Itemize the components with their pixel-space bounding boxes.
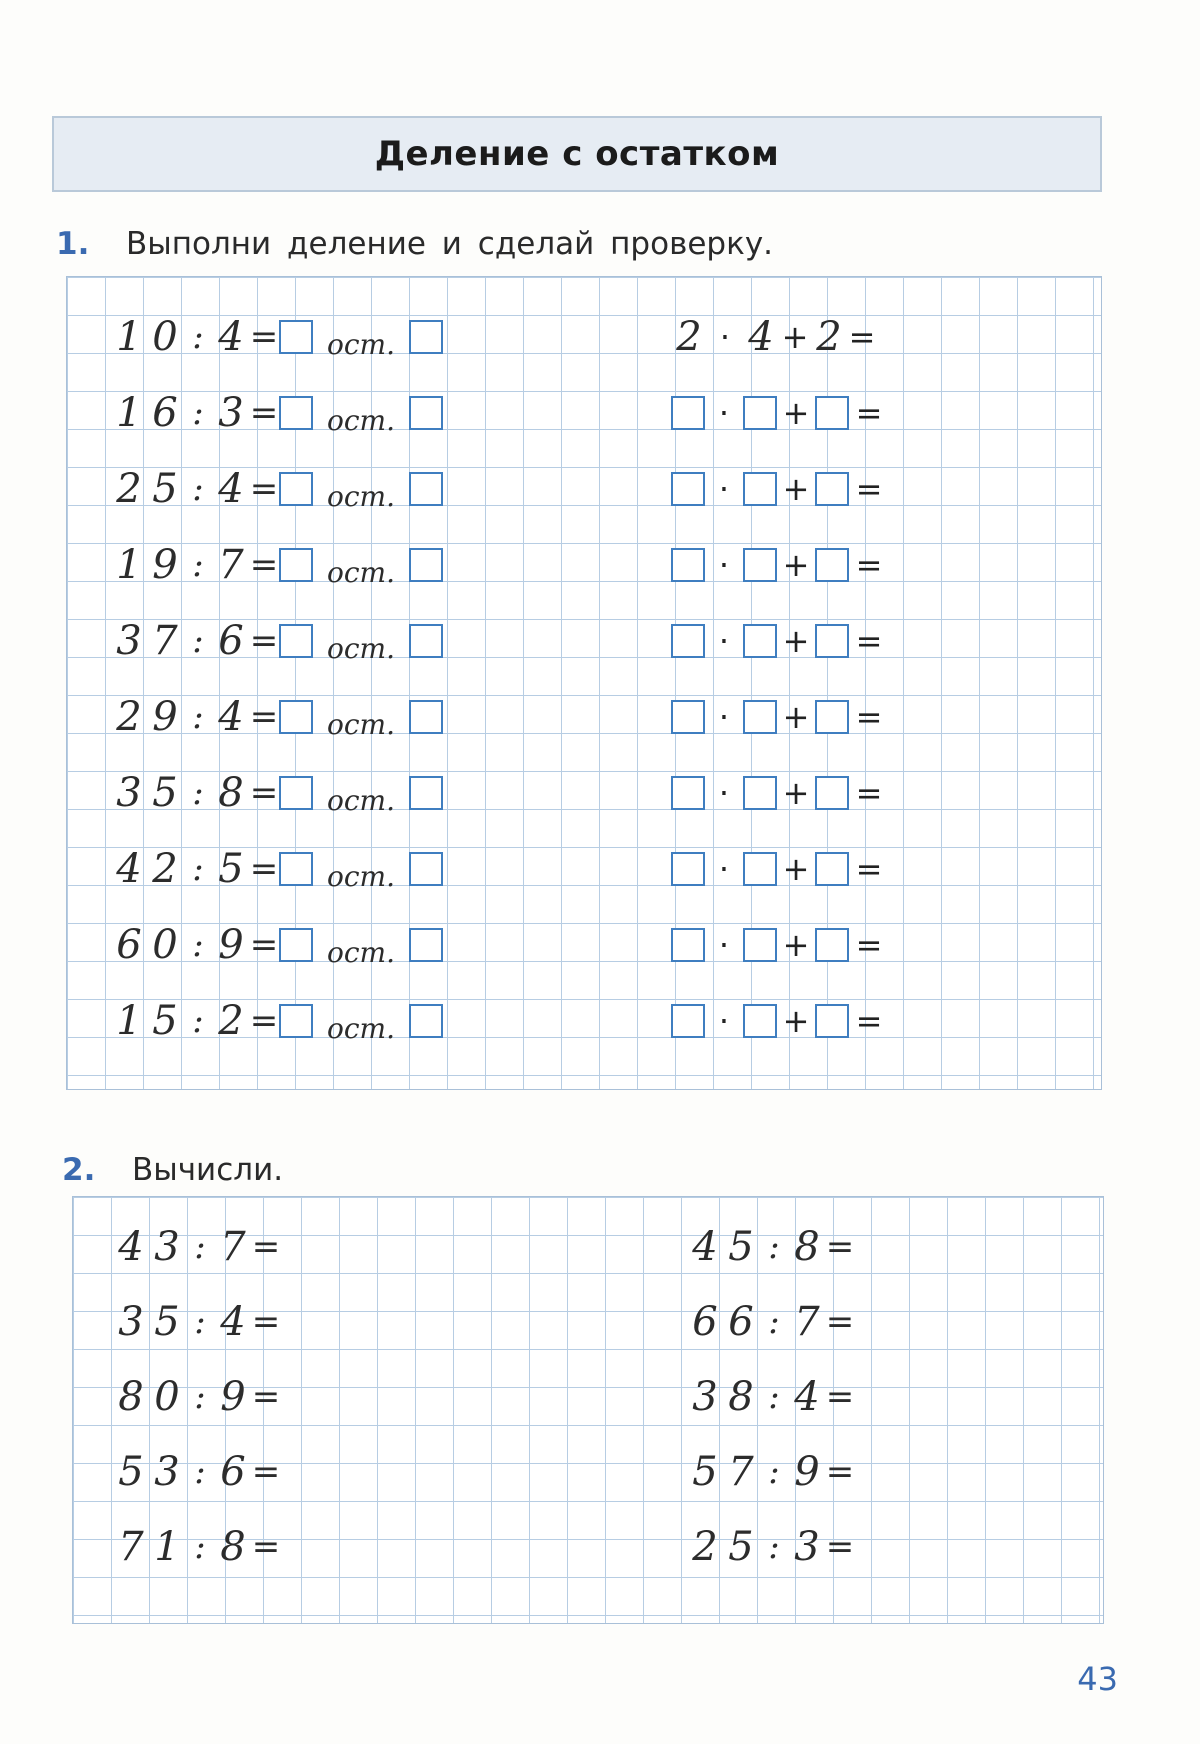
multiply-sign: · — [718, 394, 730, 432]
equals-sign: = — [249, 849, 279, 889]
equals-sign: = — [825, 1227, 855, 1267]
dividend-digit: 2 — [692, 1524, 718, 1570]
remainder-label: ост. — [327, 859, 395, 893]
division-sign: : — [194, 1527, 206, 1567]
multiply-sign: · — [719, 318, 731, 356]
division-sign: : — [192, 393, 204, 433]
expression-row — [687, 1367, 855, 1427]
task-1-number: 1. — [56, 226, 90, 262]
equals-sign: = — [251, 1452, 281, 1492]
dividend-digit: 6 — [728, 1299, 754, 1345]
division-sign: : — [192, 317, 204, 357]
expression-row — [113, 1217, 281, 1277]
dividend-digit: 3 — [692, 1374, 718, 1420]
dividend-digit: 6 — [692, 1299, 718, 1345]
dividend-digit: 3 — [154, 1224, 180, 1270]
division-sign: : — [192, 697, 204, 737]
division-sign: : — [192, 545, 204, 585]
plus-sign: + — [781, 318, 809, 356]
check-row — [671, 915, 889, 975]
dividend-digit: 6 — [116, 922, 142, 968]
remainder-label: ост. — [327, 1011, 395, 1045]
equals-sign: = — [855, 470, 883, 508]
dividend-digit: 2 — [152, 846, 178, 892]
remainder-answer-box[interactable] — [409, 548, 443, 582]
task-2-number: 2. — [62, 1152, 96, 1188]
dividend-digit: 5 — [152, 998, 178, 1044]
plus-sign: + — [782, 698, 810, 736]
division-sign: : — [768, 1377, 780, 1417]
dividend-digit: 5 — [152, 770, 178, 816]
division-sign: : — [768, 1227, 780, 1267]
check-factor-box[interactable] — [671, 624, 705, 658]
multiply-sign: · — [718, 850, 730, 888]
quotient-answer-box[interactable] — [279, 396, 313, 430]
multiply-sign: · — [718, 546, 730, 584]
multiply-sign: · — [718, 698, 730, 736]
remainder-label: ост. — [327, 935, 395, 969]
check-remainder-box[interactable] — [815, 396, 849, 430]
equals-sign: = — [855, 698, 883, 736]
divisor: 4 — [794, 1374, 820, 1420]
equals-sign: = — [249, 469, 279, 509]
remainder-label: ост. — [327, 631, 395, 665]
check-row — [671, 991, 889, 1051]
equals-sign: = — [251, 1227, 281, 1267]
division-sign: : — [192, 469, 204, 509]
check-factor-box[interactable] — [743, 776, 777, 810]
equals-sign: = — [825, 1302, 855, 1342]
equals-sign: = — [855, 926, 883, 964]
remainder-answer-box[interactable] — [409, 320, 443, 354]
division-sign: : — [192, 1001, 204, 1041]
task-1-grid — [66, 276, 1102, 1090]
dividend-digit: 3 — [116, 618, 142, 664]
division-row — [111, 991, 443, 1051]
divisor: 2 — [218, 998, 244, 1044]
division-row — [111, 763, 443, 823]
check-remainder-box[interactable] — [815, 700, 849, 734]
multiply-sign: · — [718, 926, 730, 964]
check-row — [671, 763, 889, 823]
check-factor-box[interactable] — [671, 928, 705, 962]
plus-sign: + — [782, 1002, 810, 1040]
division-sign: : — [194, 1452, 206, 1492]
divisor: 8 — [220, 1524, 246, 1570]
remainder-label: ост. — [327, 707, 395, 741]
dividend-digit: 1 — [116, 998, 142, 1044]
check-multiplicand: 2 — [676, 314, 702, 360]
division-sign: : — [194, 1227, 206, 1267]
task-1-instruction: Выполни деление и сделай проверку. — [126, 226, 774, 262]
check-remainder-box[interactable] — [815, 624, 849, 658]
check-factor-box[interactable] — [743, 624, 777, 658]
check-row — [671, 307, 877, 367]
division-row — [111, 915, 443, 975]
dividend-digit: 9 — [152, 694, 178, 740]
division-sign: : — [768, 1302, 780, 1342]
expression-row — [113, 1292, 281, 1352]
remainder-answer-box[interactable] — [409, 776, 443, 810]
task-2-grid — [72, 1196, 1104, 1624]
title-banner — [52, 116, 1102, 192]
equals-sign: = — [855, 850, 883, 888]
quotient-answer-box[interactable] — [279, 700, 313, 734]
check-remainder-box[interactable] — [815, 852, 849, 886]
dividend-digit: 3 — [154, 1449, 180, 1495]
quotient-answer-box[interactable] — [279, 548, 313, 582]
dividend-digit: 3 — [116, 770, 142, 816]
check-remainder-box[interactable] — [815, 776, 849, 810]
check-factor-box[interactable] — [671, 776, 705, 810]
check-remainder-box[interactable] — [815, 928, 849, 962]
expression-row — [113, 1442, 281, 1502]
plus-sign: + — [782, 850, 810, 888]
divisor: 5 — [218, 846, 244, 892]
divisor: 9 — [794, 1449, 820, 1495]
equals-sign: = — [249, 773, 279, 813]
expression-row — [687, 1442, 855, 1502]
division-sign: : — [192, 621, 204, 661]
expression-row — [687, 1292, 855, 1352]
dividend-digit: 1 — [116, 542, 142, 588]
quotient-answer-box[interactable] — [279, 472, 313, 506]
divisor: 7 — [794, 1299, 820, 1345]
check-factor-box[interactable] — [671, 852, 705, 886]
equals-sign: = — [249, 1001, 279, 1041]
page-number: 43 — [1077, 1660, 1118, 1698]
check-factor-box[interactable] — [743, 852, 777, 886]
equals-sign: = — [825, 1452, 855, 1492]
check-factor-box[interactable] — [743, 928, 777, 962]
task-2-heading — [62, 1152, 283, 1188]
dividend-digit: 1 — [116, 314, 142, 360]
division-sign: : — [192, 773, 204, 813]
equals-sign: = — [251, 1377, 281, 1417]
dividend-digit: 5 — [118, 1449, 144, 1495]
expression-row — [687, 1217, 855, 1277]
multiply-sign: · — [718, 774, 730, 812]
dividend-digit: 4 — [118, 1224, 144, 1270]
task-1-heading — [56, 226, 773, 262]
expression-row — [113, 1367, 281, 1427]
equals-sign: = — [855, 394, 883, 432]
equals-sign: = — [848, 318, 876, 356]
check-factor-box[interactable] — [743, 396, 777, 430]
division-row — [111, 535, 443, 595]
remainder-label: ост. — [327, 555, 395, 589]
division-row — [111, 383, 443, 443]
equals-sign: = — [855, 774, 883, 812]
division-row — [111, 459, 443, 519]
remainder-answer-box[interactable] — [409, 396, 443, 430]
check-row — [671, 459, 889, 519]
dividend-digit: 7 — [728, 1449, 754, 1495]
divisor: 7 — [220, 1224, 246, 1270]
remainder-answer-box[interactable] — [409, 1004, 443, 1038]
equals-sign: = — [251, 1302, 281, 1342]
dividend-digit: 1 — [154, 1524, 180, 1570]
quotient-answer-box[interactable] — [279, 776, 313, 810]
dividend-digit: 1 — [116, 390, 142, 436]
division-row — [111, 611, 443, 671]
quotient-answer-box[interactable] — [279, 1004, 313, 1038]
check-factor-box[interactable] — [671, 472, 705, 506]
equals-sign: = — [825, 1377, 855, 1417]
division-row — [111, 307, 443, 367]
check-remainder: 2 — [816, 314, 842, 360]
check-row — [671, 535, 889, 595]
check-remainder-box[interactable] — [815, 1004, 849, 1038]
task-2-instruction: Вычисли. — [132, 1152, 284, 1188]
dividend-digit: 8 — [728, 1374, 754, 1420]
check-factor-box[interactable] — [671, 396, 705, 430]
dividend-digit: 6 — [152, 390, 178, 436]
remainder-label: ост. — [327, 783, 395, 817]
division-sign: : — [192, 849, 204, 889]
check-row — [671, 687, 889, 747]
dividend-digit: 5 — [728, 1524, 754, 1570]
check-factor-box[interactable] — [743, 548, 777, 582]
multiply-sign: · — [718, 470, 730, 508]
divisor: 8 — [794, 1224, 820, 1270]
quotient-answer-box[interactable] — [279, 320, 313, 354]
equals-sign: = — [855, 1002, 883, 1040]
dividend-digit: 0 — [152, 922, 178, 968]
remainder-label: ост. — [327, 403, 395, 437]
division-row — [111, 687, 443, 747]
remainder-answer-box[interactable] — [409, 624, 443, 658]
plus-sign: + — [782, 546, 810, 584]
equals-sign: = — [249, 317, 279, 357]
quotient-answer-box[interactable] — [279, 852, 313, 886]
dividend-digit: 2 — [116, 694, 142, 740]
check-remainder-box[interactable] — [815, 548, 849, 582]
dividend-digit: 7 — [118, 1524, 144, 1570]
check-row — [671, 839, 889, 899]
check-factor-box[interactable] — [671, 700, 705, 734]
equals-sign: = — [251, 1527, 281, 1567]
quotient-answer-box[interactable] — [279, 624, 313, 658]
page-title: Деление с остатком — [374, 134, 780, 174]
dividend-digit: 5 — [728, 1224, 754, 1270]
equals-sign: = — [855, 622, 883, 660]
dividend-digit: 2 — [116, 466, 142, 512]
plus-sign: + — [782, 926, 810, 964]
dividend-digit: 9 — [152, 542, 178, 588]
dividend-digit: 3 — [118, 1299, 144, 1345]
plus-sign: + — [782, 470, 810, 508]
check-row — [671, 383, 889, 443]
divisor: 6 — [220, 1449, 246, 1495]
dividend-digit: 0 — [154, 1374, 180, 1420]
divisor: 4 — [218, 466, 244, 512]
division-row — [111, 839, 443, 899]
equals-sign: = — [855, 546, 883, 584]
division-sign: : — [768, 1452, 780, 1492]
dividend-digit: 5 — [154, 1299, 180, 1345]
equals-sign: = — [249, 393, 279, 433]
divisor: 6 — [218, 618, 244, 664]
divisor: 4 — [218, 314, 244, 360]
dividend-digit: 4 — [116, 846, 142, 892]
remainder-answer-box[interactable] — [409, 928, 443, 962]
check-factor-box[interactable] — [671, 548, 705, 582]
dividend-digit: 5 — [152, 466, 178, 512]
dividend-digit: 4 — [692, 1224, 718, 1270]
divisor: 8 — [218, 770, 244, 816]
equals-sign: = — [825, 1527, 855, 1567]
check-multiplier: 4 — [748, 314, 774, 360]
check-factor-box[interactable] — [743, 472, 777, 506]
plus-sign: + — [782, 774, 810, 812]
divisor: 9 — [220, 1374, 246, 1420]
quotient-answer-box[interactable] — [279, 928, 313, 962]
division-sign: : — [194, 1377, 206, 1417]
equals-sign: = — [249, 925, 279, 965]
check-row — [671, 611, 889, 671]
expression-row — [687, 1517, 855, 1577]
divisor: 7 — [218, 542, 244, 588]
division-sign: : — [192, 925, 204, 965]
check-remainder-box[interactable] — [815, 472, 849, 506]
divisor: 4 — [220, 1299, 246, 1345]
check-factor-box[interactable] — [743, 700, 777, 734]
divisor: 3 — [794, 1524, 820, 1570]
divisor: 9 — [218, 922, 244, 968]
divisor: 4 — [218, 694, 244, 740]
equals-sign: = — [249, 545, 279, 585]
remainder-label: ост. — [327, 479, 395, 513]
equals-sign: = — [249, 697, 279, 737]
division-sign: : — [194, 1302, 206, 1342]
remainder-label: ост. — [327, 327, 395, 361]
expression-row — [113, 1517, 281, 1577]
check-factor-box[interactable] — [671, 1004, 705, 1038]
multiply-sign: · — [718, 622, 730, 660]
dividend-digit: 8 — [118, 1374, 144, 1420]
dividend-digit: 5 — [692, 1449, 718, 1495]
multiply-sign: · — [718, 1002, 730, 1040]
remainder-answer-box[interactable] — [409, 700, 443, 734]
dividend-digit: 7 — [152, 618, 178, 664]
division-sign: : — [768, 1527, 780, 1567]
dividend-digit: 0 — [152, 314, 178, 360]
plus-sign: + — [782, 394, 810, 432]
remainder-answer-box[interactable] — [409, 472, 443, 506]
divisor: 3 — [218, 390, 244, 436]
remainder-answer-box[interactable] — [409, 852, 443, 886]
plus-sign: + — [782, 622, 810, 660]
check-factor-box[interactable] — [743, 1004, 777, 1038]
equals-sign: = — [249, 621, 279, 661]
